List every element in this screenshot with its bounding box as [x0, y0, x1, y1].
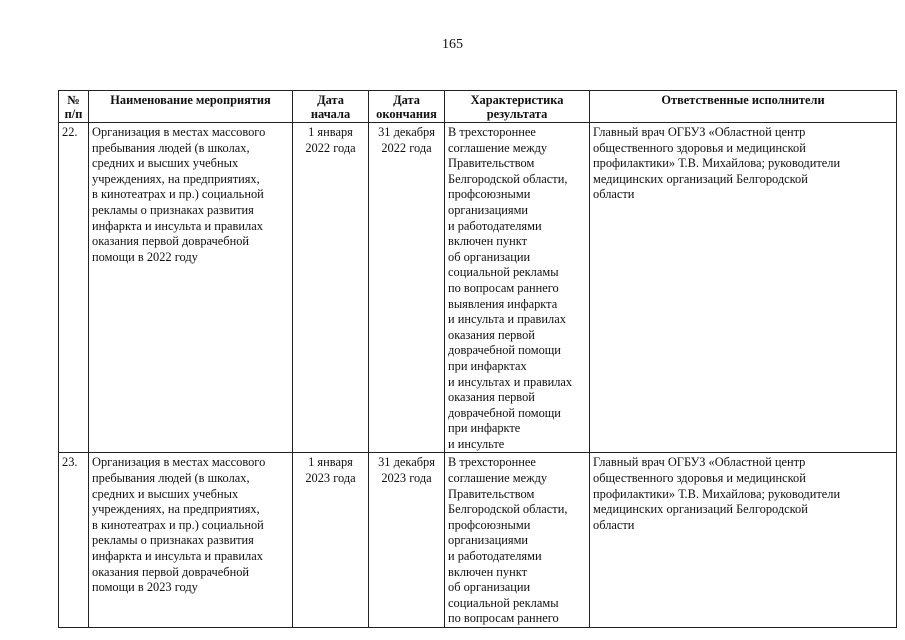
text-line: выявления инфаркта [448, 296, 558, 311]
text-line: Правительством [448, 486, 535, 501]
end-date-cell [369, 123, 445, 453]
responsible-cell [590, 123, 897, 453]
text-line: В трехстороннее [448, 125, 536, 139]
text-line: медицинских организаций Белгородской [593, 502, 808, 517]
text-line: при инфаркте [448, 421, 521, 436]
text-line: Характеристика [470, 93, 564, 107]
text-line: Организация в местах массового [92, 125, 266, 139]
text-line: организациями [448, 202, 529, 217]
header-event-name [89, 91, 293, 123]
text-line: организациями [448, 533, 529, 548]
text-line: окончания [376, 107, 437, 121]
text-line: 2022 года [381, 140, 432, 155]
text-line: № [67, 93, 80, 107]
text-line: начала [310, 107, 351, 121]
header-number [59, 91, 89, 123]
header-start-date [293, 91, 369, 123]
header-responsible [590, 91, 897, 123]
text-line: 1 января [308, 455, 353, 470]
text-line: Дата [393, 93, 420, 107]
row-number: 22. [59, 123, 89, 453]
text-line: учреждениях, на предприятиях, [92, 171, 260, 186]
text-line: рекламы о признаках развития [92, 202, 254, 217]
text-line: рекламы о признаках развития [92, 533, 254, 548]
header-end-date [369, 91, 445, 123]
text-line: Главный врач ОГБУЗ «Областной центр [593, 455, 806, 470]
text-line: Правительством [448, 156, 535, 171]
text-line: и работодателями [448, 218, 542, 233]
text-line: и работодателями [448, 549, 542, 564]
text-line: пребывания людей (в школах, [92, 140, 250, 155]
text-line: пребывания людей (в школах, [92, 471, 250, 486]
text-line: профилактики» Т.В. Михайлова; руководители [593, 486, 841, 501]
text-line: в кинотеатрах и пр.) социальной [92, 187, 264, 202]
result-characteristic-cell [445, 453, 590, 628]
text-line: и инсульта и правилах [448, 312, 566, 327]
end-date-cell [369, 453, 445, 628]
text-line: Наименование мероприятия [110, 93, 271, 107]
text-line: Главный врач ОГБУЗ «Областной центр [593, 125, 806, 139]
text-line: соглашение между [448, 471, 548, 486]
text-line: общественного здоровья и медицинской [593, 471, 806, 486]
text-line: профсоюзными [448, 187, 531, 202]
text-line: об организации [448, 580, 531, 595]
table-row [59, 453, 897, 628]
text-line: средних и высших учебных [92, 156, 239, 171]
text-line: Ответственные исполнители [661, 93, 825, 107]
text-line: оказания первой доврачебной [92, 564, 250, 579]
text-line: Белгородской области, [448, 171, 568, 186]
text-line: Белгородской области, [448, 502, 568, 517]
text-line: соглашение между [448, 140, 548, 155]
events-table [58, 90, 897, 628]
text-line: профилактики» Т.В. Михайлова; руководители [593, 156, 841, 171]
text-line: 31 декабря [378, 455, 435, 470]
text-line: доврачебной помощи [448, 343, 561, 358]
event-name-cell [89, 123, 293, 453]
text-line: и инсультах и правилах [448, 374, 573, 389]
text-line: включен пункт [448, 234, 528, 249]
text-line: 1 января [308, 125, 353, 139]
row-number: 23. [59, 453, 89, 628]
text-line: и инсульте [448, 436, 505, 451]
header-result-characteristic [445, 91, 590, 123]
text-line: оказания первой доврачебной [92, 234, 250, 249]
text-line: средних и высших учебных [92, 486, 239, 501]
text-line: 2023 года [381, 471, 432, 486]
text-line: в кинотеатрах и пр.) социальной [92, 517, 264, 532]
text-line: по вопросам раннего [448, 280, 559, 295]
text-line: 2022 года [305, 140, 356, 155]
text-line: об организации [448, 249, 531, 264]
text-line: области [593, 517, 635, 532]
text-line: помощи в 2022 году [92, 249, 198, 264]
text-line: помощи в 2023 году [92, 580, 198, 595]
text-line: по вопросам раннего [448, 611, 559, 626]
page-number: 165 [442, 37, 463, 52]
text-line: доврачебной помощи [448, 405, 561, 420]
text-line: оказания первой [448, 327, 535, 342]
text-line: включен пункт [448, 564, 528, 579]
text-line: учреждениях, на предприятиях, [92, 502, 260, 517]
text-line: Организация в местах массового [92, 455, 266, 470]
text-line: общественного здоровья и медицинской [593, 140, 806, 155]
text-line: социальной рекламы [448, 265, 559, 280]
table-row [59, 123, 897, 453]
text-line: 2023 года [305, 471, 356, 486]
text-line: инфаркта и инсульта и правилах [92, 549, 263, 564]
text-line: оказания первой [448, 390, 535, 405]
text-line: социальной рекламы [448, 595, 559, 610]
result-characteristic-cell [445, 123, 590, 453]
table-header-row [59, 91, 897, 123]
text-line: п/п [64, 107, 83, 121]
text-line: профсоюзными [448, 517, 531, 532]
text-line: области [593, 187, 635, 202]
text-line: медицинских организаций Белгородской [593, 171, 808, 186]
text-line: Дата [317, 93, 344, 107]
text-line: 31 декабря [378, 125, 435, 139]
responsible-cell [590, 453, 897, 628]
text-line: результата [486, 107, 548, 121]
start-date-cell [293, 453, 369, 628]
text-line: при инфарктах [448, 358, 527, 373]
event-name-cell [89, 453, 293, 628]
text-line: В трехстороннее [448, 455, 536, 470]
start-date-cell [293, 123, 369, 453]
text-line: инфаркта и инсульта и правилах [92, 218, 263, 233]
